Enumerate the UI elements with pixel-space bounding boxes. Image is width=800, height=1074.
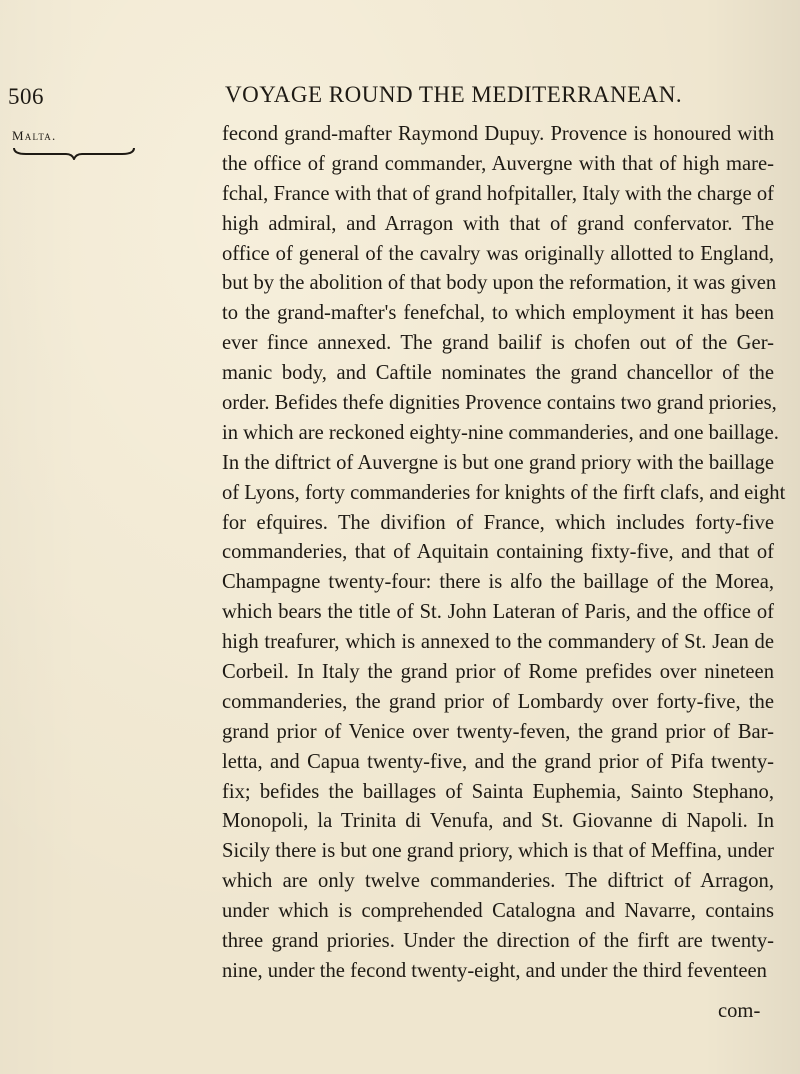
text-line: high treafurer, which is annexed to the commandery of St. Jean de [222,631,774,654]
text-line: for efquires. The divifion of France, which includes forty-five [222,511,774,534]
page-number: 506 [8,84,44,109]
text-line: fchal, France with that of grand hofpitaller, Italy with the charge of [222,182,774,205]
text-line: of Lyons, forty commanderies for knights of the firft clafs, and eight [222,481,786,504]
text-line: Champagne twenty-four: there is alfo the baillage of the Morea, [222,571,774,594]
text-line: order. Befides thefe dignities Provence contains two grand priories, [222,392,777,415]
body-text [222,120,786,987]
text-line: nine, under the fecond twenty-eight, and under the third feventeen [222,959,767,982]
text-line: In the diftrict of Auvergne is but one grand priory with the baillage [222,451,774,474]
text-line: commanderies, the grand prior of Lombardy over forty-five, the [222,690,774,713]
text-line: Corbeil. In Italy the grand prior of Rome prefides over nineteen [222,661,774,684]
text-line: but by the abolition of that body upon the reformation, it was given [222,272,777,295]
text-line: the office of grand commander, Auvergne with that of high mare- [222,152,774,175]
text-line: office of general of the cavalry was originally allotted to England, [222,242,774,265]
text-line: high admiral, and Arragon with that of grand confervator. The [222,212,774,235]
text-line: under which is comprehended Catalogna and Navarre, contains [222,900,774,923]
text-line: which bears the title of St. John Lateran of Paris, and the office of [222,601,774,624]
running-head: VOYAGE ROUND THE MEDITERRANEAN. [225,82,683,107]
text-line: fecond grand-mafter Raymond Dupuy. Provence is honoured with [222,123,774,145]
text-line: commanderies, that of Aquitain containing fixty-five, and that of [222,541,774,564]
text-line: manic body, and Caftile nominates the grand chancellor of the [222,362,774,385]
text-line: ever fince annexed. The grand bailif is chofen out of the Ger- [222,332,774,355]
text-line: to the grand-mafter's fenefchal, to which employment it has been [222,302,774,325]
catchword: com- [718,1000,761,1022]
text-line: three grand priories. Under the direction of the firft are twenty- [222,930,774,953]
text-line: Sicily there is but one grand priory, which is that of Meffina, under [222,840,774,863]
text-line: in which are reckoned eighty-nine commanderies, and one baillage. [222,421,779,444]
text-line: which are only twelve commanderies. The diftrict of Arragon, [222,870,774,893]
marginal-note: Malta. [12,128,57,143]
text-line: fix; befides the baillages of Sainta Euphemia, Sainto Stephano, [222,780,774,803]
text-line: letta, and Capua twenty-five, and the grand prior of Pifa twenty- [222,750,774,773]
text-line: Monopoli, la Trinita di Venufa, and St. Giovanne di Napoli. In [222,810,774,833]
marginal-brace-icon [12,146,136,160]
text-line: grand prior of Venice over twenty-feven, the grand prior of Bar- [222,720,774,743]
